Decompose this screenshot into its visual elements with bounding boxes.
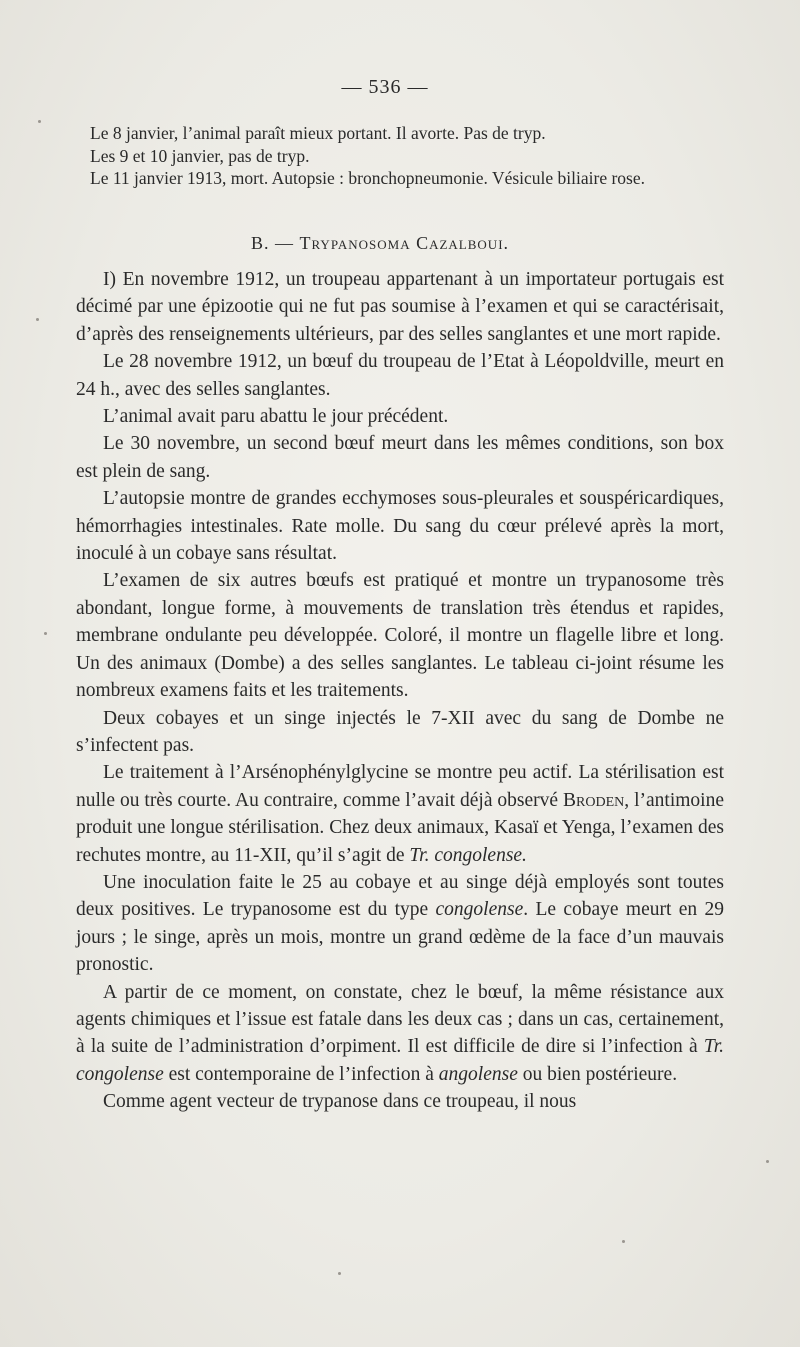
paragraph: Deux cobayes et un singe injectés le 7-XII avec du sang de Dombe ne s’infectent pas. xyxy=(76,707,724,756)
scan-speck xyxy=(36,318,39,321)
text-run: ou bien postérieure. xyxy=(517,1063,678,1085)
species-name: angolense xyxy=(438,1063,518,1085)
species-name: congolense xyxy=(435,899,524,921)
scan-speck xyxy=(338,1272,341,1275)
paragraph: L’examen de six autres bœufs est pratiqué et montre un trypanosome très abondant, longue forme, à mouvements de translation très étendus et rapides, membrane ondulante peu développée. Coloré, il montre un flagelle libre et long. Un des animaux (Dombe) a des selles sanglantes. Le tableau ci-joint résume les nombreux examens faits et les traitements. xyxy=(76,570,724,702)
text-run: Le traitement à l’Arsénophénylglycine se montre peu actif. La stérilisation est nulle ou très courte. Au contraire, comme l’avait déjà observé xyxy=(76,762,724,811)
text-run: Une inoculation faite le 25 au cobaye et au singe déjà employés sont toutes deux positives. Le trypanosome est du type xyxy=(76,871,724,921)
text-run: est contemporaine de l’infection à xyxy=(163,1063,439,1085)
page-number: — 536 — xyxy=(341,76,429,98)
scan-speck xyxy=(766,1160,769,1163)
case-note: Le 8 janvier, l’animal paraît mieux portant. Il avorte. Pas de tryp. xyxy=(90,123,546,143)
scan-speck xyxy=(38,120,41,123)
text-run: , l’antimoine produit une longue stérilisation. Chez deux animaux, Kasaï et Yenga, l’examen des rechutes montre, au 11-XII, qu’il s’agit de xyxy=(76,789,724,866)
section-letter: B. — xyxy=(250,233,294,253)
author-name: Broden xyxy=(563,789,625,811)
paragraph: I) En novembre 1912, un troupeau appartenant à un importateur portugais est décimé par une épizootie qui ne fut pas soumise à l’examen et qui se caractérisait, d’après des renseignements ultérieurs, par des selles sanglantes et une mort rapide. xyxy=(76,269,724,345)
paragraph: L’autopsie montre de grandes ecchymoses sous-pleurales et souspéricardiques, hémorrhagies intestinales. Rate molle. Du sang du cœur prélevé après la mort, inoculé à un cobaye sans résultat. xyxy=(76,488,724,565)
paragraph: Le 30 novembre, un second bœuf meurt dans les mêmes conditions, son box est plein de sang. xyxy=(76,433,724,482)
scan-speck xyxy=(44,632,47,635)
case-note: Le 11 janvier 1913, mort. Autopsie : bronchopneumonie. Vésicule biliaire rose. xyxy=(90,168,646,188)
paragraph: Comme agent vecteur de trypanose dans ce troupeau, il nous xyxy=(103,1091,577,1113)
scan-speck xyxy=(622,1240,625,1243)
species-name: Tr. congolense. xyxy=(409,844,527,866)
paragraph xyxy=(76,979,724,1089)
paragraph xyxy=(76,759,724,869)
paragraph xyxy=(76,869,724,979)
main-text xyxy=(76,266,724,1116)
case-note: Les 9 et 10 janvier, pas de tryp. xyxy=(90,145,310,166)
section-title: Trypanosoma Cazalboui. xyxy=(299,233,510,253)
paragraph: L’animal avait paru abattu le jour précédent. xyxy=(103,406,449,428)
species-name: Tr. congolense xyxy=(76,1036,724,1085)
section-heading xyxy=(0,233,760,254)
paragraph: Le 28 novembre 1912, un bœuf du troupeau de l’Etat à Léopoldville, meurt en 24 h., avec des selles sanglantes. xyxy=(76,351,724,400)
text-run: A partir de ce moment, on constate, chez le bœuf, la même résistance aux agents chimiques et l’issue est fatale dans les deux cas ; dans un cas, certainement, à la suite de l’administration d’orpiment. Il est difficile de dire si l’infection à xyxy=(76,981,724,1058)
text-run: . Le cobaye meurt en 29 jours ; le singe, après un mois, montre un grand œdème de la face d’un mauvais pronostic. xyxy=(76,899,724,976)
case-notes-block xyxy=(76,122,726,190)
